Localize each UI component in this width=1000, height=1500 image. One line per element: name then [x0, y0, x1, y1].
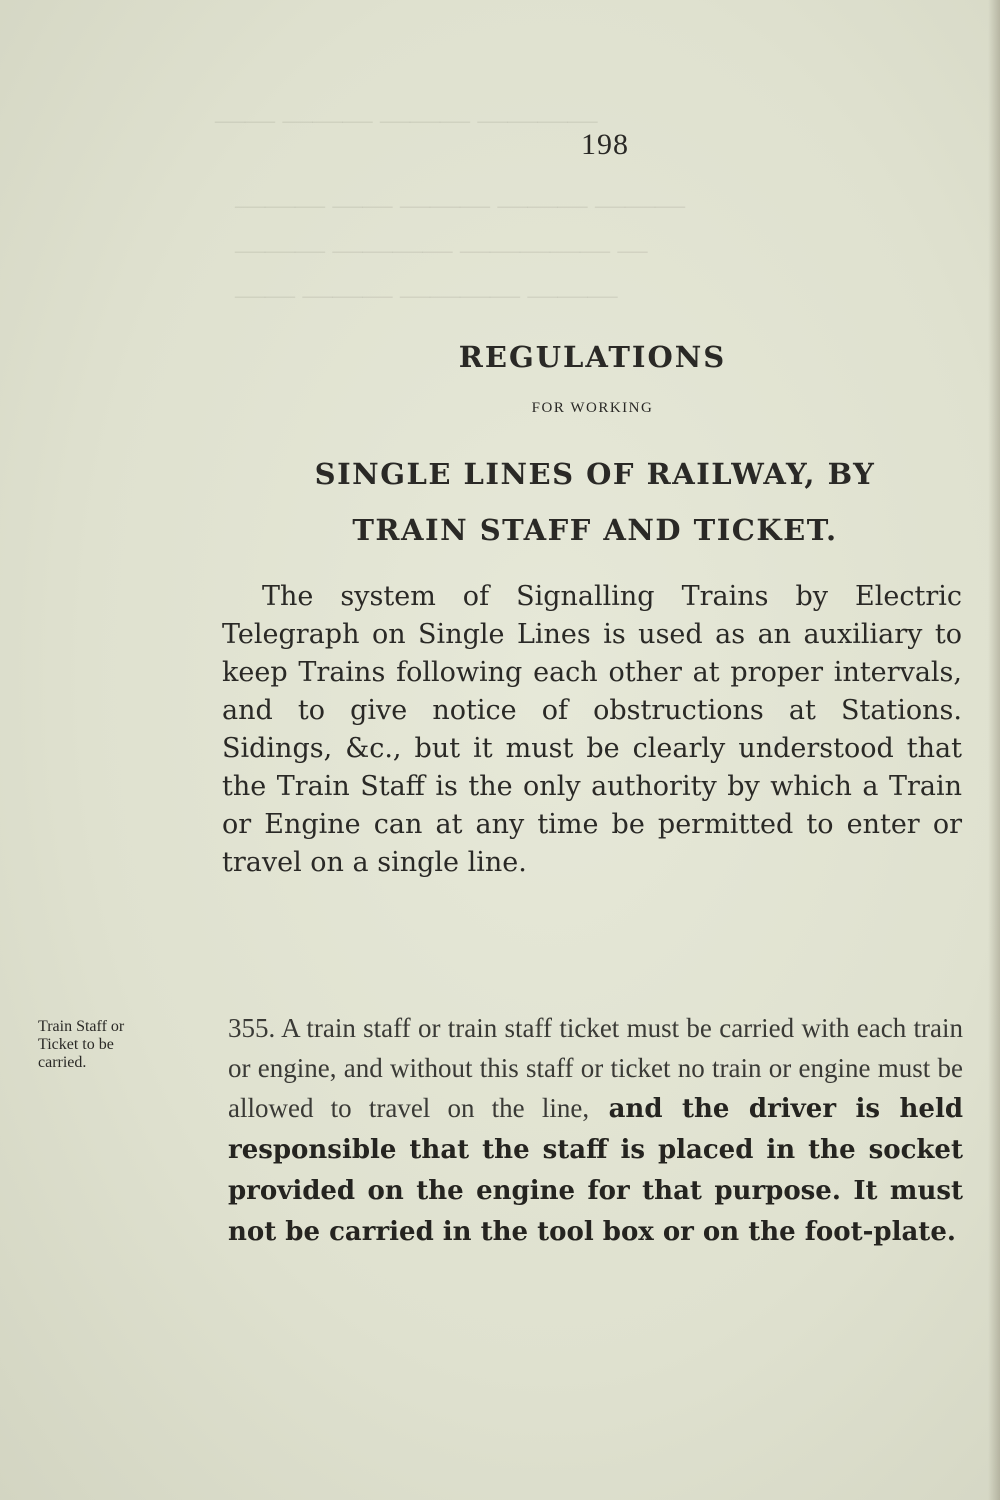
page-edge-shadow	[988, 0, 1000, 1500]
heading-for-working: FOR WORKING	[531, 400, 654, 416]
show-through-decoration: ——— ———— ————— —	[235, 233, 648, 266]
heading-title	[210, 446, 980, 558]
intro-paragraph	[222, 578, 962, 882]
margin-note-line: Train Staff or	[38, 1018, 125, 1035]
heading-title-line: TRAIN STAFF AND TICKET.	[352, 513, 838, 547]
rule-paragraph	[228, 1008, 963, 1252]
intro-text: The system of Signalling Trains by Electric Telegraph on Single Lines is used as an auxiliary to keep Trains following each other at proper intervals, and to give notice of obstructions at Stations. Sidings, &c., but it must be clearly understood that the Train Staff is the only authority by which a Train or Engine can at any time be permitted to enter or travel on a single line.	[222, 581, 962, 878]
show-through-decoration: —— ——— ——— ————	[215, 103, 598, 136]
margin-note-line: carried.	[38, 1054, 87, 1071]
page-number: 198	[581, 128, 629, 161]
rule-text-plain: 355. A train staff or train staff ticket must be carried with each train or engine, and without this staff or ticket no train or engine must be allowed to travel on the line,	[228, 1013, 963, 1123]
rule-text-bold: and the driver is held responsible that the staff is placed in the socket provided on the engine for that purpose. It must not be carried in the tool box or on the foot-plate.	[228, 1094, 964, 1247]
show-through-decoration: —— ——— ———— ———	[235, 278, 618, 311]
margin-note-line: Ticket to be	[38, 1036, 114, 1053]
show-through-decoration: ——— —— ——— ——— ———	[235, 188, 685, 221]
margin-note	[38, 1018, 208, 1072]
heading-regulations: REGULATIONS	[458, 340, 727, 374]
heading-title-line: SINGLE LINES OF RAILWAY, BY	[314, 457, 876, 491]
rule-355	[228, 1008, 963, 1252]
